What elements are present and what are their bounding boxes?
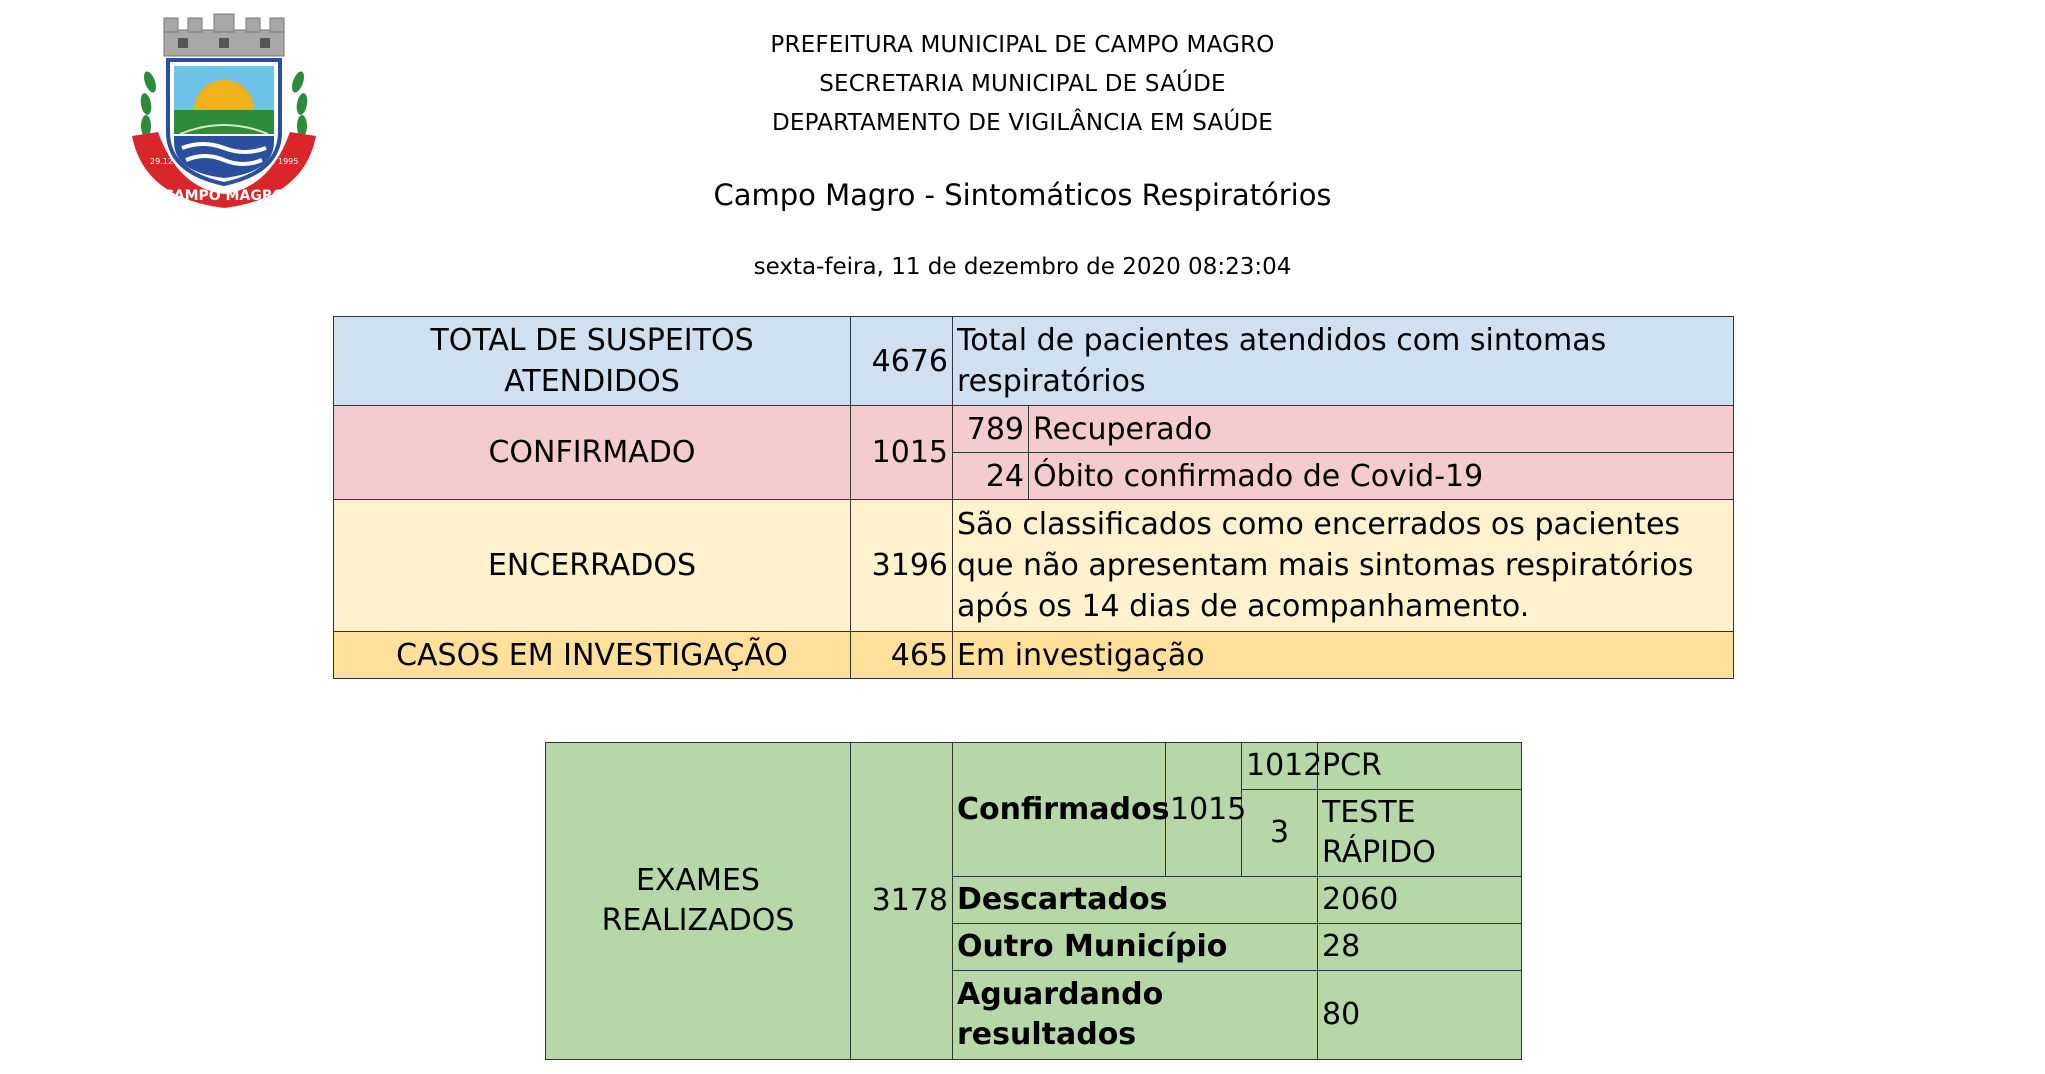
- label-pcr: PCR: [1318, 743, 1522, 790]
- desc-encerrados: São classificados como encerrados os pacientes que não apresentam mais sintomas respiratórios após os 14 dias de acompanhamento.: [953, 500, 1734, 632]
- value-pcr: 1012: [1242, 743, 1318, 790]
- desc-recuperado: Recuperado: [1029, 406, 1734, 453]
- label-exames-realizados: EXAMES REALIZADOS: [546, 743, 851, 1060]
- value-investigacao: 465: [851, 632, 953, 679]
- row-total-suspeitos: [334, 317, 1734, 406]
- label-encerrados: ENCERRADOS: [334, 500, 851, 632]
- header-secretaria: SECRETARIA MUNICIPAL DE SAÚDE: [819, 71, 1226, 97]
- value-outro-municipio: 28: [1318, 924, 1522, 971]
- label-total-suspeitos: TOTAL DE SUSPEITOS ATENDIDOS: [334, 317, 851, 406]
- value-descartados: 2060: [1318, 877, 1522, 924]
- value-total-suspeitos: 4676: [851, 317, 953, 406]
- desc-obito: Óbito confirmado de Covid-19: [1029, 453, 1734, 500]
- label-confirmados: Confirmados: [953, 743, 1166, 877]
- value-encerrados: 3196: [851, 500, 953, 632]
- header-prefeitura: PREFEITURA MUNICIPAL DE CAMPO MAGRO: [770, 32, 1275, 58]
- logo-right-date: 1995: [278, 157, 299, 166]
- label-descartados: Descartados: [953, 877, 1318, 924]
- logo-left-date: 29.12: [150, 157, 173, 166]
- report-datetime: sexta-feira, 11 de dezembro de 2020 08:23:04: [753, 254, 1292, 280]
- row-encerrados: [334, 500, 1734, 632]
- desc-investigacao: Em investigação: [953, 632, 1734, 679]
- value-exames-realizados: 3178: [851, 743, 953, 1060]
- page-title: Campo Magro - Sintomáticos Respiratórios: [713, 178, 1332, 212]
- label-confirmado: CONFIRMADO: [334, 406, 851, 500]
- header-departamento: DEPARTAMENTO DE VIGILÂNCIA EM SAÚDE: [771, 110, 1274, 136]
- logo-ribbon-text: CAMPO MAGRO: [163, 188, 285, 204]
- value-obito: 24: [953, 453, 1029, 500]
- exams-row-pcr: [546, 743, 1522, 790]
- label-outro-municipio: Outro Município: [953, 924, 1318, 971]
- exams-table: [545, 742, 1522, 1060]
- value-teste-rapido: 3: [1242, 790, 1318, 877]
- value-confirmados: 1015: [1166, 743, 1242, 877]
- value-recuperado: 789: [953, 406, 1029, 453]
- label-teste-rapido: TESTE RÁPIDO: [1318, 790, 1522, 877]
- summary-table: [333, 316, 1734, 679]
- row-confirmado: [334, 406, 1734, 453]
- label-investigacao: CASOS EM INVESTIGAÇÃO: [334, 632, 851, 679]
- label-aguardando: Aguardando resultados: [953, 971, 1318, 1060]
- row-investigacao: [334, 632, 1734, 679]
- value-confirmado: 1015: [851, 406, 953, 500]
- desc-total-suspeitos: Total de pacientes atendidos com sintomas respiratórios: [953, 317, 1734, 406]
- value-aguardando: 80: [1318, 971, 1522, 1060]
